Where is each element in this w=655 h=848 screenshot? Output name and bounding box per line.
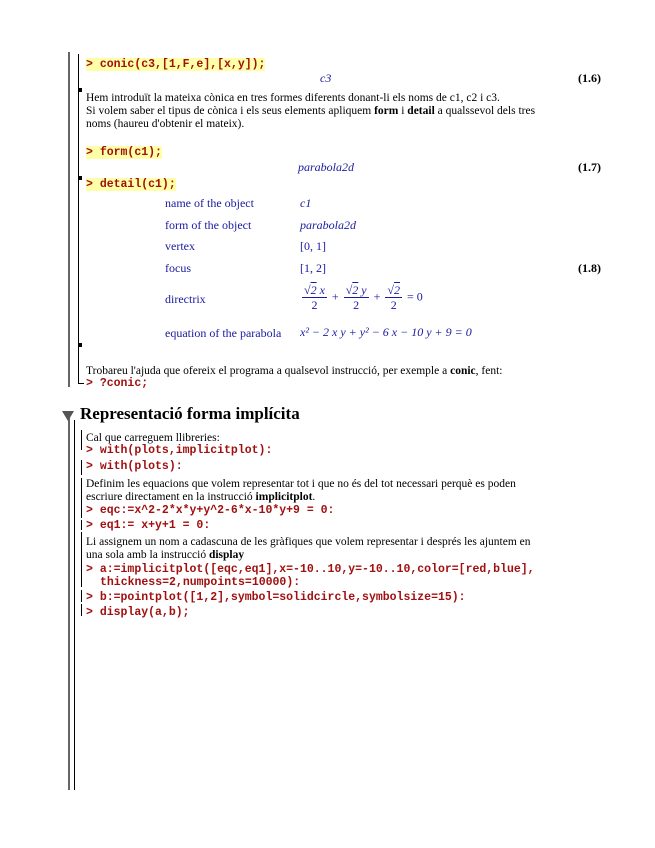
detail-value-name: c1 <box>300 196 312 210</box>
section-paragraph-1: Cal que carreguem llibreries: <box>86 432 220 444</box>
detail-label-form: form of the object <box>165 218 252 232</box>
section-title: Representació forma implícita <box>80 404 300 423</box>
output-parabola2d: parabola2d <box>298 160 355 174</box>
input-pointplot[interactable]: > b:=pointplot([1,2],symbol=solidcircle,symbolsize=15): <box>86 591 466 604</box>
input-eqc[interactable]: > eqc:=x^2-2*x*y+y^2-6*x-10*y+9 = 0: <box>86 504 335 517</box>
execution-group-bracket[interactable] <box>81 604 82 616</box>
detail-value-form: parabola2d <box>300 218 357 232</box>
paragraph-2: Trobareu l'ajuda que ofereix el programa a qualsevol instrucció, per exemple a conic, fent: <box>86 365 503 377</box>
detail-value-directrix: $\frac{√2 x}{2}$ + $\frac{√2 y}{2}$ + $\frac{√2}{2}$ = 0 <box>304 283 423 312</box>
collapse-section-icon[interactable] <box>62 410 74 422</box>
input-detail[interactable]: > detail(c1); <box>86 178 176 191</box>
gutter-bar-inner <box>74 420 75 790</box>
equation-label-1-8: (1.8) <box>578 261 601 275</box>
cmd-text: conic(c3,[1,F,e],[x,y]); <box>99 58 266 71</box>
detail-label-directrix: directrix <box>165 292 206 306</box>
execution-group-bracket[interactable] <box>81 460 82 475</box>
execution-group-bracket[interactable] <box>81 478 82 518</box>
prompt: > <box>86 58 93 71</box>
section-paragraph-2-line-1: Definim les equacions que volem representar tot i que no és del tot necessari perquè es poden <box>86 478 516 490</box>
paragraph-1-line-1: Hem introduït la mateixa cònica en tres formes diferents donant-li els noms de c1, c2 i c3. <box>86 92 500 104</box>
section-paragraph-3-line-2: una sola amb la instrucció display <box>86 549 245 561</box>
group-marker <box>78 176 82 180</box>
input-display[interactable]: > display(a,b); <box>86 606 190 619</box>
detail-value-equation: x² − 2 x y + y² − 6 x − 10 y + 9 = 0 <box>300 325 472 339</box>
input-conic[interactable] <box>86 58 265 71</box>
detail-label-vertex: vertex <box>165 239 195 253</box>
gutter-bar-section <box>68 418 70 790</box>
keyword-display: display <box>208 549 245 561</box>
detail-value-vertex: [0, 1] <box>300 239 326 253</box>
execution-group-bracket[interactable] <box>81 520 82 530</box>
section-paragraph-3-line-1: Li assignem un nom a cadascuna de les gràfiques que volem representar i després les ajuntem en <box>86 536 531 548</box>
output-c3: c3 <box>320 71 332 85</box>
input-implicitplot[interactable]: > a:=implicitplot([eqc,eq1],x=-10..10,y=-10..10,color=[red,blue], <box>86 563 535 576</box>
keyword-implicitplot: implicitplot <box>255 491 313 503</box>
input-form[interactable]: > form(c1); <box>86 146 162 159</box>
execution-group-bracket[interactable] <box>78 54 79 384</box>
paragraph-1-line-3: noms (haureu d'obtenir el mateix). <box>86 118 245 130</box>
execution-group-bracket[interactable] <box>81 590 82 602</box>
detail-label-equation: equation of the parabola <box>165 326 282 340</box>
paragraph-1-line-2: Si volem saber el tipus de cònica i els seus elements apliquem form i detail a qualssevol dels tres <box>86 105 536 117</box>
input-with-plots[interactable]: > with(plots): <box>86 460 183 473</box>
detail-label-name: name of the object <box>165 196 254 210</box>
input-eq1[interactable]: > eq1:= x+y+1 = 0: <box>86 519 211 532</box>
gutter-bar-top <box>68 52 70 387</box>
detail-label-focus: focus <box>165 261 191 275</box>
group-marker <box>78 88 82 92</box>
detail-value-focus: [1, 2] <box>300 261 326 275</box>
input-with-plots-implicitplot[interactable]: > with(plots,implicitplot): <box>86 444 273 457</box>
section-paragraph-2-line-2: escriure directament en la instrucció implicitplot. <box>86 491 316 503</box>
equation-label-1-6: (1.6) <box>578 71 601 85</box>
equation-label-1-7: (1.7) <box>578 160 601 174</box>
execution-group-bracket[interactable] <box>81 532 82 587</box>
input-implicitplot-continued[interactable]: thickness=2,numpoints=10000): <box>100 576 301 589</box>
input-help[interactable]: > ?conic; <box>86 377 149 390</box>
execution-group-bracket[interactable] <box>81 430 82 450</box>
keyword-form: form <box>374 105 399 117</box>
group-marker <box>78 343 82 347</box>
keyword-conic: conic <box>450 365 476 377</box>
keyword-detail: detail <box>407 105 435 117</box>
bracket-end <box>78 383 84 384</box>
